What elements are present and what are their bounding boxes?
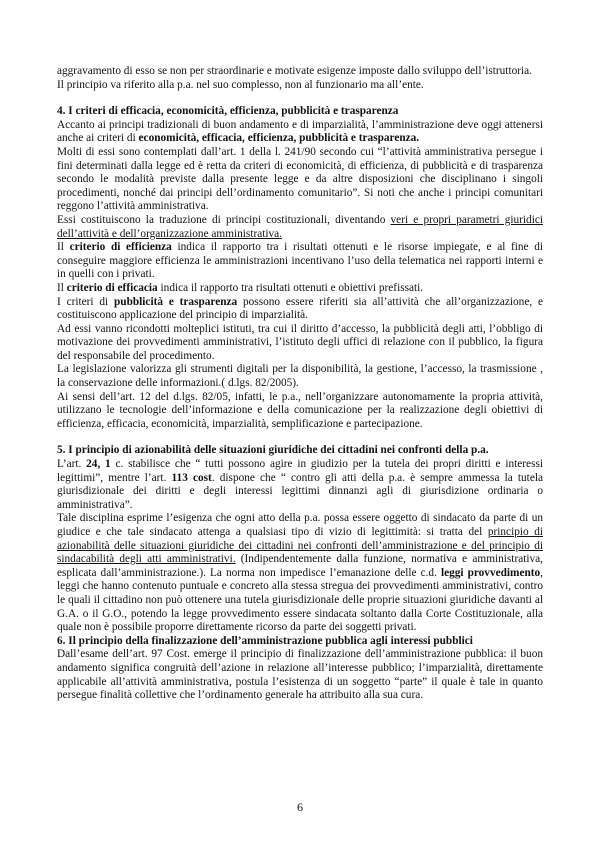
page-number: 6 — [297, 800, 303, 814]
bold-text: 24, 1 — [86, 458, 111, 471]
section-4-paragraph-1 — [57, 119, 543, 146]
text-run: . dispone che “ contro gli atti della p.a. è sempre ammessa la tutela giurisdizionale dei diritti e degli interessi legittimi dinnanzi agli di giurisdizione ordinaria o amministrativa”. — [57, 471, 543, 511]
section-4-paragraph-5 — [57, 282, 543, 296]
section-4-paragraph-9: Ai sensi dell’art. 12 del d.lgs. 82/05, infatti, le p.a., nell’organizzare autonomamente la propria attività, utilizzano le tecnologie dell’informazione e della comunicazione per la realizzazione degli obiettivi di efficienza, efficacia, economicità, imparzialità, semplificazione e partecipazione. — [57, 390, 543, 430]
bold-text: 113 cost — [171, 471, 212, 484]
section-6-paragraph-1: Dall’esame dell’art. 97 Cost. emerge il principio di finalizzazione dell’amministrazione pubblica: il buon andamento significa congruità dell’azione in relazione all’interesse pubblico; l’imparzialità, direttamente applicabile all’attività amministrativa, postula l’esistenza di un soggetto “parte” il quale è tale in quanto persegue finalità collettive che l’ordinamento generale ha attribuito alla sua cura. — [57, 648, 543, 702]
underlined-text: principio di azionabilità delle situazioni giuridiche dei cittadini nei confronti dell’amministrazione e del principio di sindacabilità degli atti amministrativi. — [57, 526, 543, 566]
intro-paragraph-1: aggravamento di esso se non per straordinarie e motivate esigenze imposte dallo sviluppo dell’istruttoria. — [57, 65, 532, 77]
text-run: indica il rapporto tra risultati ottenuti e obiettivi prefissati. — [157, 281, 424, 294]
text-run: L’art. — [57, 458, 87, 471]
text-run: possono essere riferiti sia all’attività che all’organizzazione, e costituiscono applicazione del principio di imparzialità. — [57, 295, 543, 322]
section-4-paragraph-8: La legislazione valorizza gli strumenti digitali per la disponibilità, la gestione, l’accesso, la trasmissione , la conservazione delle informazioni.( d.lgs. 82/2005). — [57, 363, 543, 390]
section-4-paragraph-6 — [57, 296, 543, 323]
section-5-paragraph-2 — [57, 512, 543, 634]
section-4-paragraph-3 — [57, 214, 543, 241]
bold-text: economicità, efficacia, efficienza, pubblicità e trasparenza. — [138, 132, 420, 145]
section-4-paragraph-2: Molti di essi sono contemplati dall’art. 1 della l. 241/90 secondo cui “l’attività amministrativa persegue i fini determinati dalla legge ed è retta da criteri di economicità, di efficienza, di pubblicità e di trasparenza secondo le modalità previste dalla presente legge e da altre disposizioni che disciplinano i singoli procedimenti, nonché dai principi dell’ordinamento comunitario”. Si noti che anche i principi comunitari reggono l’attività amministrativa. — [57, 145, 543, 213]
page-body — [57, 65, 543, 703]
section-6-heading: 6. Il principio della finalizzazione dell’amministrazione pubblica agli interessi pubblici — [57, 634, 473, 647]
text-run: Il — [57, 281, 67, 294]
section-5-paragraph-1 — [57, 458, 543, 512]
text-run: Essi costituiscono la traduzione di principi costituzionali, diventando — [57, 213, 391, 226]
section-4-paragraph-4 — [57, 241, 543, 282]
text-run: (Indipendentemente dalla funzione, normativa e amministrativa, esplicata dall’amministrazione.). La norma non impedisce l’emanazione delle c.d. — [57, 553, 543, 579]
text-run: Accanto ai principi tradizionali di buon andamento e di imparzialità, l’amministrazione deve oggi attenersi anche ai criteri di — [57, 118, 543, 145]
bold-text: leggi provvedimento — [440, 566, 541, 579]
section-4-heading: 4. I criteri di efficacia, economicità, efficienza, pubblicità e trasparenza — [57, 105, 399, 118]
text-run: Tale disciplina esprime l’esigenza che ogni atto della p.a. possa essere oggetto di sindacato da parte di un giudice e che tale sindacato attenga a qualsiasi tipo di vizio di legittimità: si tratta del — [57, 512, 543, 538]
bold-text: pubblicità e trasparenza — [114, 295, 238, 308]
section-4-paragraph-7: Ad essi vanno ricondotti molteplici istituti, tra cui il diritto d’accesso, la pubblicità degli atti, l’obbligo di motivazione dei provvedimenti amministrativi, l’istituto degli uffici di relazione con il pubblico, la figura del responsabile del procedimento. — [57, 322, 543, 362]
text-run: c. stabilisce che “ tutti possono agire in giudizio per la tutela dei propri diritti e interessi legittimi”, mentre l’art. — [57, 458, 543, 484]
text-run: I criteri di — [57, 295, 115, 308]
intro-paragraph-2: Il principio va riferito alla p.a. nel suo complesso, non al funzionario ma all’ente. — [57, 78, 424, 91]
text-run: , leggi che hanno contenuto puntuale e concreto alla stessa stregua dei provvedimenti amministrativi, contro le quali il cittadino non può ottenere una tutela giurisdizionale delle proprie situazioni giuridiche davanti al G.A. o il G.O., potendo la legge provvedimento essere sindacata soltanto dalla Corte Costituzionale, alla quale non è possibile proporre direttamente ricorso da parte dei soggetti privati. — [57, 566, 543, 634]
text-run: indica il rapporto tra i risultati ottenuti e le risorse impiegate, e al fine di conseguire maggiore efficienza le amministrazioni incentivano l’uso della telematica nei rapporti interni e in quelli con i privati. — [57, 241, 543, 281]
text-run: Il — [57, 241, 70, 254]
section-5-heading: 5. I principio di azionabilità delle situazioni giuridiche dei cittadini nei confronti della p.a. — [57, 444, 489, 457]
bold-text: criterio di efficacia — [66, 281, 158, 294]
underlined-text: veri e propri parametri giuridici dell’attività e dell’organizzazione amministrativa. — [57, 213, 543, 240]
bold-text: criterio di efficienza — [69, 241, 172, 254]
